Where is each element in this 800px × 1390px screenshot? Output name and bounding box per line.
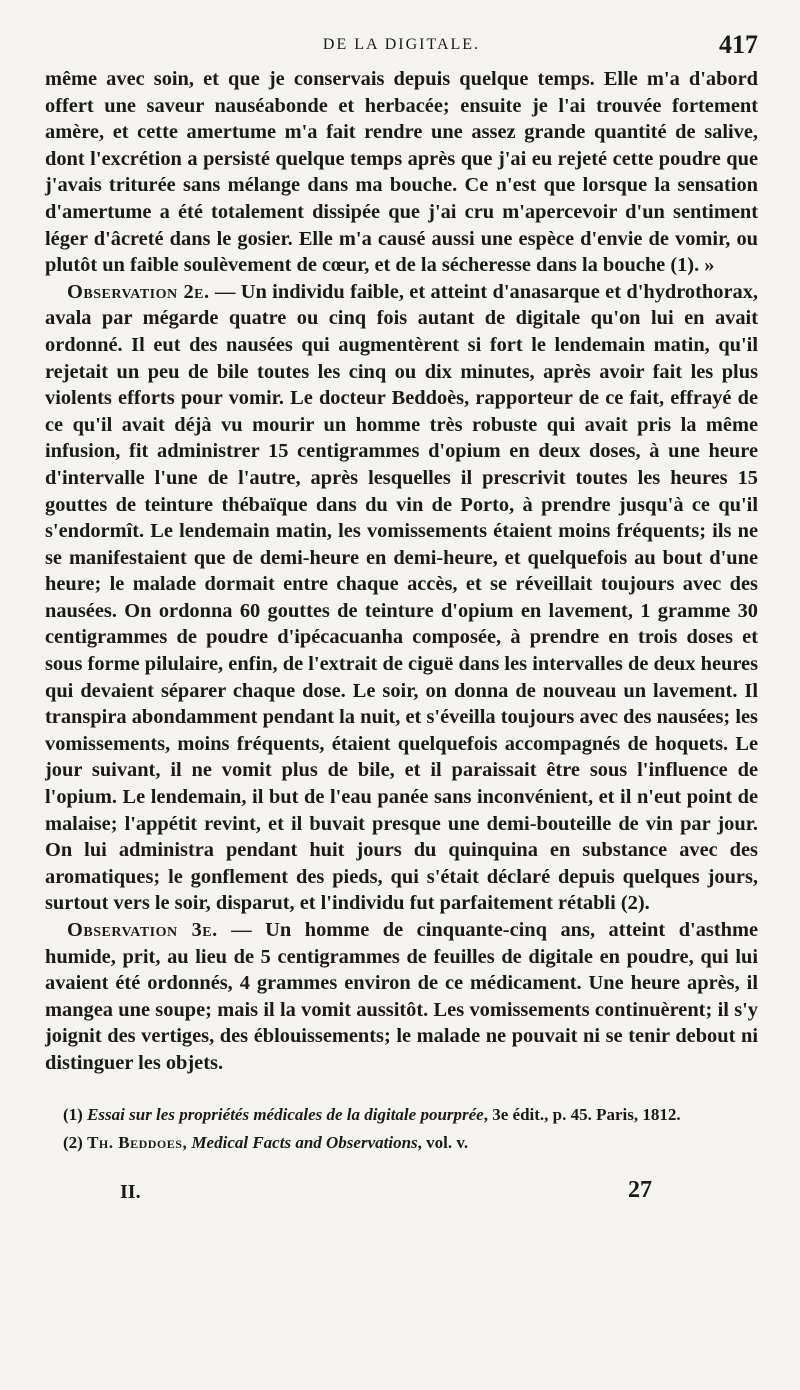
footnotes	[45, 1103, 758, 1155]
observation-label: Observation 3e.	[67, 919, 218, 941]
sheet-signature: 27	[628, 1176, 652, 1203]
signature-line	[45, 1177, 758, 1207]
running-head	[45, 30, 758, 66]
footnote-mark: (1)	[63, 1104, 83, 1124]
observation-label: Observation 2e.	[67, 280, 210, 303]
observation-text: — Un individu faible, et atteint d'anasarque et d'hydrothorax, avala par mégarde quatre ou cinq fois autant de digitale qu'on lui en avait ordonné. Il eut des nausées qui augmentèrent si fort le lendemain matin, qu'il rejetait un peu de bile toutes les cinq ou dix minutes, après avoir fait les plus violents efforts pour vomir. Le docteur Beddoès, rapporteur de ce fait, effrayé de ce qu'il avait déjà vu mourir un homme très robuste qui avait pris la même infusion, fit administrer 15 centigrammes d'opium en deux doses, à une heure d'intervalle l'une de l'autre, après lesquelles il prescrivit toutes les heures 15 gouttes de teinture thébaïque dans du vin de Porto, à prendre jusqu'à ce qu'il s'endormît. Le lendemain matin, les vomissements étaient moins fréquents; ils ne se manifestaient que de demi-heure en demi-heure, et quelquefois au bout d'une heure; le malade dormait entre chaque accès, et se réveillait toujours avec des nausées. On ordonna 60 gouttes de teinture d'opium en lavement, 1 gramme 30 centigrammes de poudre d'ipécacuanha composée, à prendre en trois doses et sous forme pilulaire, enfin, de l'extrait de ciguë dans les intervalles de deux heures qui devaient séparer chaque dose. Le soir, on donna de nouveau un lavement. Il transpira abondamment pendant la nuit, et s'éveilla toujours avec des nausées; les vomissements, moins fréquents, étaient quelquefois accompagnés de hoquets. Le jour suivant, il ne vomit plus de bile, et il paraissait être sous l'influence de l'opium. Le lendemain, il but de l'eau panée sans inconvénient, et il n'eut point de malaise; l'appétit revint, et il buvait presque une demi-bouteille de vin par jour. On lui administra pendant huit jours du quinquina en substance avec des aromatiques; le gonflement des pieds, qui s'était déclaré depuis quelques jours, surtout vers le soir, disparut, et l'individu fut parfaitement rétabli (2).	[45, 280, 758, 915]
volume-mark: II.	[120, 1180, 141, 1203]
paragraph-continuation: même avec soin, et que je conservais depuis quelque temps. Elle m'a d'abord offert une saveur nauséabonde et herbacée; ensuite je l'ai trouvée fortement amère, et cette amertume m'a fait rendre une assez grande quantité de salive, dont l'excrétion a persisté quelque temps après que j'ai eu rejeté cette poudre que j'avais triturée sans mélange dans ma bouche. Ce n'est que lorsque la sensation d'amertume a été totalement dissipée que j'ai cru m'apercevoir d'un sentiment léger d'âcreté dans le gosier. Elle m'a causé aussi une espèce d'envie de vomir, ou plutôt un faible soulèvement de cœur, et de la sécheresse dans la bouche (1). »	[45, 68, 758, 277]
observation-text: — Un homme de cinquante-cinq ans, atteint d'asthme humide, prit, au lieu de 5 centigrammes de feuilles de digitale en poudre, qui lui avaient été ordonnés, 4 grammes environ de ce médicament. Une heure après, il mangea une soupe; mais il la vomit aussitôt. Les vomissements continuèrent; il s'y joignit des vertiges, des éblouissements; le malade ne pouvait ni se tenir debout ni distinguer les objets.	[45, 919, 758, 1074]
footnote-author: Th. Beddoes,	[87, 1132, 188, 1152]
page-number: 417	[719, 30, 758, 59]
footnote-mark: (2)	[63, 1132, 83, 1152]
footnote-title: Essai sur les propriétés médicales de la digitale pourprée	[87, 1104, 484, 1124]
footnote-1	[45, 1103, 758, 1127]
main-text	[45, 66, 758, 1077]
footnote-details: , 3e édit., p. 45. Paris, 1812.	[483, 1104, 681, 1124]
footnote-title: Medical Facts and Observations	[191, 1132, 418, 1152]
paragraph-observation-3	[45, 917, 758, 1077]
paragraph-observation-2	[45, 279, 758, 917]
footnote-2	[45, 1131, 758, 1155]
running-title: DE LA DIGITALE.	[322, 36, 481, 53]
footnote-details: , vol. v.	[417, 1132, 469, 1152]
